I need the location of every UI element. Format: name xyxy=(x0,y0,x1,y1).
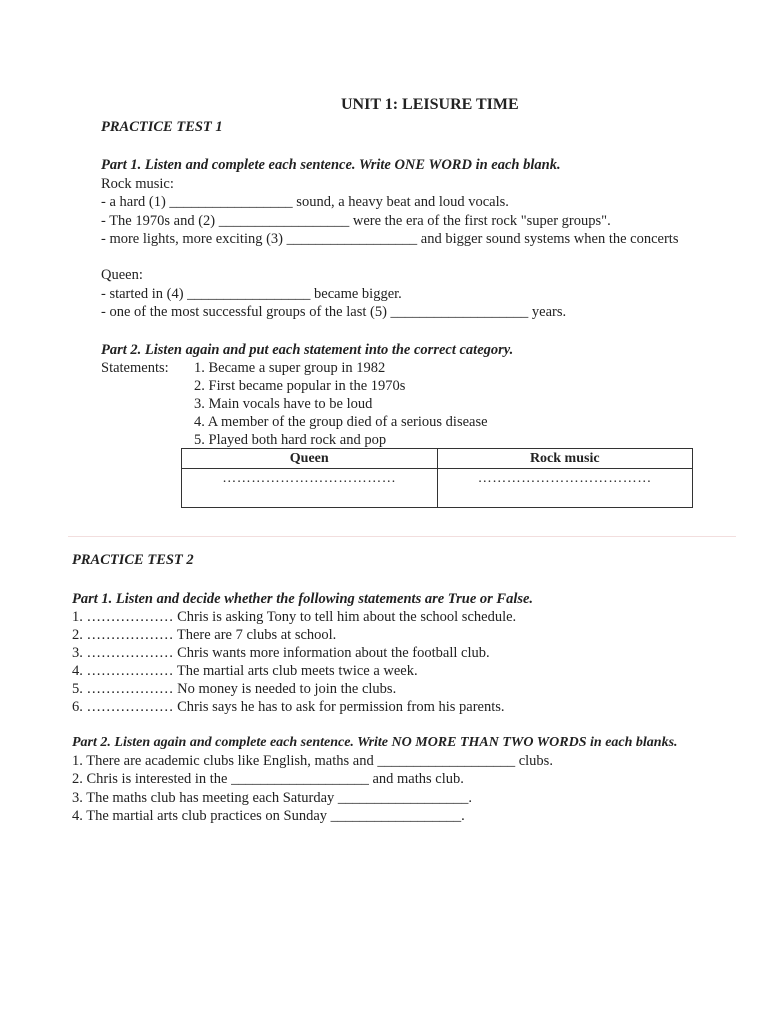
true-false-item: 2. ……………… There are 7 clubs at school. xyxy=(72,627,337,643)
completion-item: 2. Chris is interested in the ___________________ and maths club. xyxy=(72,771,464,787)
category-header-queen: Queen xyxy=(182,449,438,469)
queen-label: Queen: xyxy=(101,267,143,283)
true-false-item: 6. ……………… Chris says he has to ask for permission from his parents. xyxy=(72,699,505,715)
true-false-item: 5. ……………… No money is needed to join the clubs. xyxy=(72,681,397,697)
section-divider xyxy=(68,536,736,537)
fill-blank-line: - more lights, more exciting (3) __________________ and bigger sound systems when the concerts xyxy=(101,231,679,247)
true-false-item: 1. ……………… Chris is asking Tony to tell him about the school schedule. xyxy=(72,609,517,625)
statement-item: 5. Played both hard rock and pop xyxy=(194,432,387,448)
statement-item: 2. First became popular in the 1970s xyxy=(194,378,406,394)
completion-item: 1. There are academic clubs like English, maths and ___________________ clubs. xyxy=(72,753,553,769)
test2-part1-instruction: Part 1. Listen and decide whether the following statements are True or False. xyxy=(72,591,534,607)
statement-item: 4. A member of the group died of a serious disease xyxy=(194,414,488,430)
test2-part2-instruction: Part 2. Listen again and complete each sentence. Write NO MORE THAN TWO WORDS in each blanks. xyxy=(72,735,678,750)
statements-label: Statements: xyxy=(101,360,169,376)
statement-item: 3. Main vocals have to be loud xyxy=(194,396,373,412)
true-false-item: 3. ……………… Chris wants more information about the football club. xyxy=(72,645,490,661)
true-false-item: 4. ……………… The martial arts club meets twice a week. xyxy=(72,663,418,679)
completion-item: 3. The maths club has meeting each Saturday __________________. xyxy=(72,790,473,806)
fill-blank-line: - started in (4) _________________ became bigger. xyxy=(101,286,402,302)
statement-item: 1. Became a super group in 1982 xyxy=(194,360,386,376)
page-title: UNIT 1: LEISURE TIME xyxy=(341,96,519,113)
fill-blank-line: - one of the most successful groups of the last (5) ___________________ years. xyxy=(101,304,567,320)
fill-blank-line: - The 1970s and (2) __________________ were the era of the first rock "super groups". xyxy=(101,213,611,229)
category-header-rock: Rock music xyxy=(437,449,693,469)
test2-heading: PRACTICE TEST 2 xyxy=(72,552,194,568)
fill-blank-line: - a hard (1) _________________ sound, a heavy beat and loud vocals. xyxy=(101,194,509,210)
rock-music-label: Rock music: xyxy=(101,176,174,192)
completion-item: 4. The martial arts club practices on Sunday __________________. xyxy=(72,808,465,824)
category-cell-rock[interactable]: ……………………………… xyxy=(437,469,693,508)
category-table xyxy=(181,448,693,508)
test1-heading: PRACTICE TEST 1 xyxy=(101,119,223,135)
category-cell-queen[interactable]: ……………………………… xyxy=(182,469,438,508)
test1-part2-instruction: Part 2. Listen again and put each statement into the correct category. xyxy=(101,342,514,358)
test1-part1-instruction: Part 1. Listen and complete each sentence. Write ONE WORD in each blank. xyxy=(101,157,561,173)
